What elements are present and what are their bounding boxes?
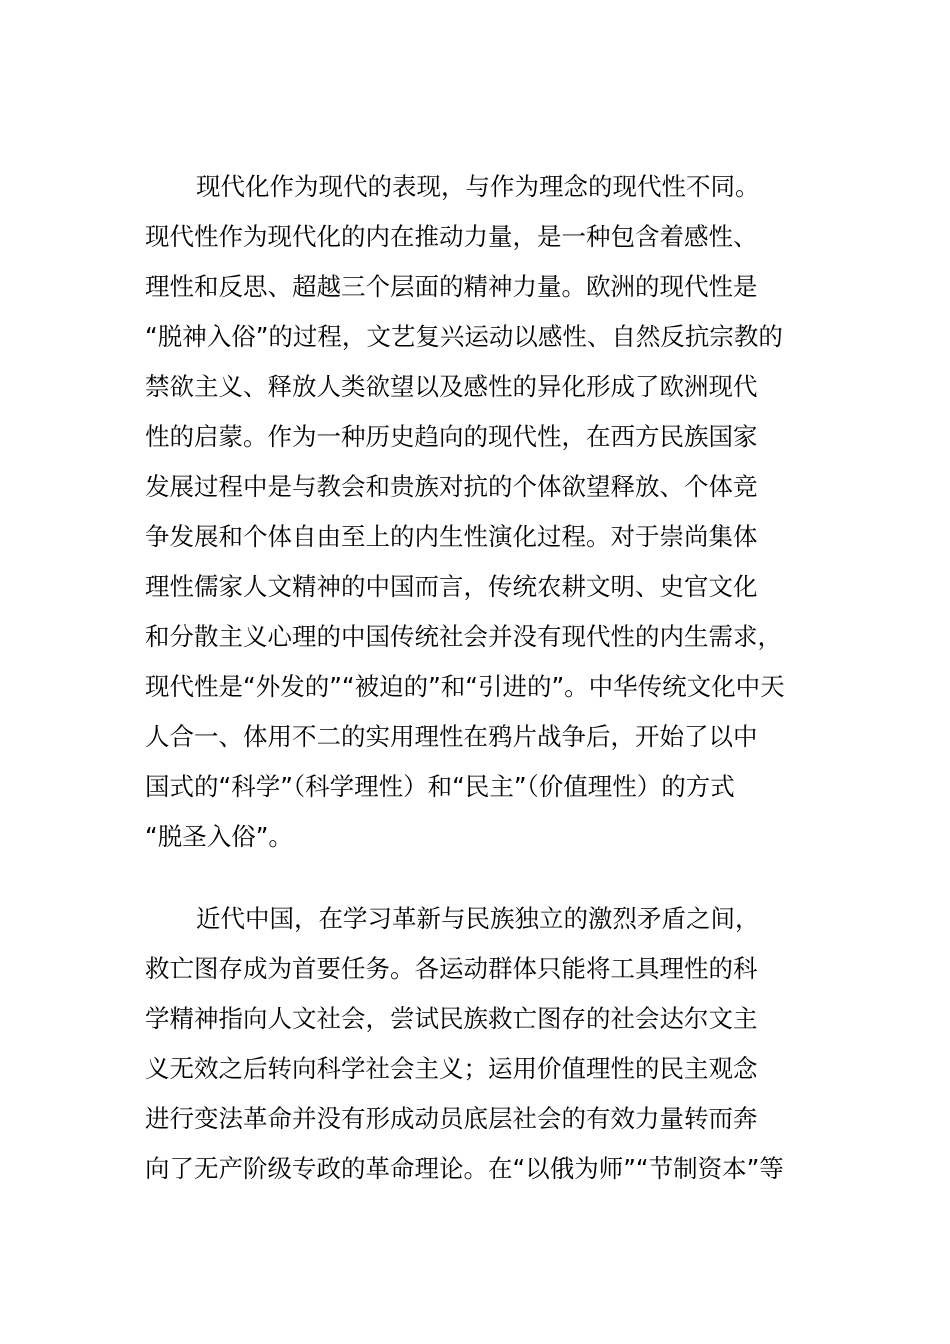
- text-line: 义无效之后转向科学社会主义；运用价值理性的民主观念: [145, 1054, 758, 1083]
- text-line: 人合一、体用不二的实用理性在鸦片战争后，开始了以中: [145, 722, 758, 751]
- text-line: 现代性作为现代化的内在推动力量，是一种包含着感性、: [145, 222, 758, 251]
- text-line: 学精神指向人文社会，尝试民族救亡图存的社会达尔文主: [145, 1004, 758, 1033]
- text-line: 禁欲主义、释放人类欲望以及感性的异化形成了欧洲现代: [145, 372, 758, 401]
- text-line: 进行变法革命并没有形成动员底层社会的有效力量转而奔: [145, 1104, 758, 1133]
- text-line: 现代化作为现代的表现，与作为理念的现代性不同。: [196, 172, 760, 201]
- text-line: 近代中国，在学习革新与民族独立的激烈矛盾之间，: [196, 904, 760, 933]
- text-line: 发展过程中是与教会和贵族对抗的个体欲望释放、个体竞: [145, 472, 758, 501]
- text-line: 现代性是“外发的”“被迫的”和“引进的”。中华传统文化中天: [145, 672, 785, 701]
- text-line: “脱神入俗”的过程，文艺复兴运动以感性、自然反抗宗教的: [145, 322, 783, 351]
- text-line: 性的启蒙。作为一种历史趋向的现代性，在西方民族国家: [145, 422, 758, 451]
- paragraph-1: [145, 162, 810, 862]
- text-line: 理性和反思、超越三个层面的精神力量。欧洲的现代性是: [145, 272, 758, 301]
- text-line: 救亡图存成为首要任务。各运动群体只能将工具理性的科: [145, 954, 758, 983]
- text-line: 争发展和个体自由至上的内生性演化过程。对于崇尚集体: [145, 522, 758, 551]
- text-line: “脱圣入俗”。: [145, 822, 293, 851]
- text-line: 和分散主义心理的中国传统社会并没有现代性的内生需求，: [145, 622, 782, 651]
- paragraph-2: [145, 894, 810, 1194]
- text-line: 国式的“科学”（科学理性）和“民主”（价值理性）的方式: [145, 772, 735, 801]
- text-line: 理性儒家人文精神的中国而言，传统农耕文明、史官文化: [145, 572, 758, 601]
- text-line: 向了无产阶级专政的革命理论。在“以俄为师”“节制资本”等: [145, 1154, 784, 1183]
